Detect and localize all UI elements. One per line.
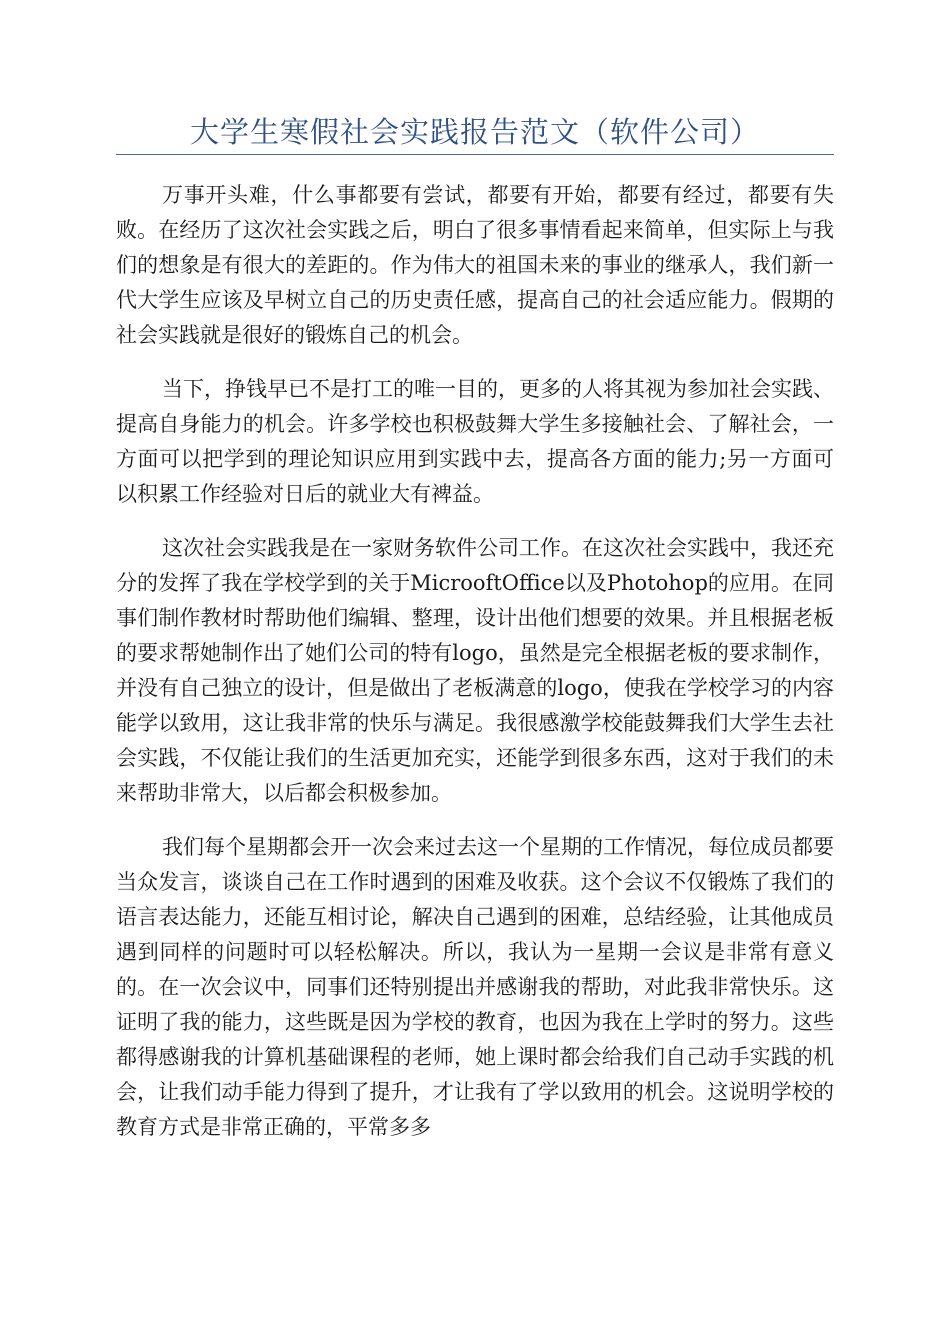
document-title: 大学生寒假社会实践报告范文（软件公司） — [189, 115, 760, 149]
paragraph: 这次社会实践我是在一家财务软件公司工作。在这次社会实践中，我还充分的发挥了我在学校学到的关于MicrooftOffice以及Photohop的应用。在同事们制作教材时帮助他们编辑、整理，设计出他们想要的效果。并且根据老板的要求帮她制作出了她们公司的特有logo，虽然是完全根据老板的要求制作，并没有自己独立的设计，但是做出了老板满意的logo，使我在学校学习的内容能学以致用，这让我非常的快乐与满足。我很感激学校能鼓舞我们大学生去社会实践，不仅能让我们的生活更加充实，还能学到很多东西，这对于我们的未来帮助非常大，以后都会积极参加。 — [116, 536, 834, 805]
document-body — [116, 178, 834, 1164]
title-underline — [116, 154, 834, 155]
paragraph: 当下，挣钱早已不是打工的唯一目的，更多的人将其视为参加社会实践、提高自身能力的机会。许多学校也积极鼓舞大学生多接触社会、了解社会，一方面可以把学到的理论知识应用到实践中去，提高各方面的能力;另一方面可以积累工作经验对日后的就业大有裨益。 — [116, 377, 834, 506]
paragraph: 万事开头难，什么事都要有尝试，都要有开始，都要有经过，都要有失败。在经历了这次社会实践之后，明白了很多事情看起来简单，但实际上与我们的想象是有很大的差距的。作为伟大的祖国未来的事业的继承人，我们新一代大学生应该及早树立自己的历史责任感，提高自己的社会适应能力。假期的社会实践就是很好的锻炼自己的机会。 — [116, 183, 834, 347]
paragraph: 我们每个星期都会开一次会来过去这一个星期的工作情况，每位成员都要当众发言，谈谈自己在工作时遇到的困难及收获。这个会议不仅锻炼了我们的语言表达能力，还能互相讨论，解决自己遇到的困难，总结经验，让其他成员遇到同样的问题时可以轻松解决。所以，我认为一星期一会议是非常有意义的。在一次会议中，同事们还特别提出并感谢我的帮助，对此我非常快乐。这证明了我的能力，这些既是因为学校的教育，也因为我在上学时的努力。这些都得感谢我的计算机基础课程的老师，她上课时都会给我们自己动手实践的机会，让我们动手能力得到了提升，才让我有了学以致用的机会。这说明学校的教育方式是非常正确的，平常多多 — [116, 835, 834, 1139]
